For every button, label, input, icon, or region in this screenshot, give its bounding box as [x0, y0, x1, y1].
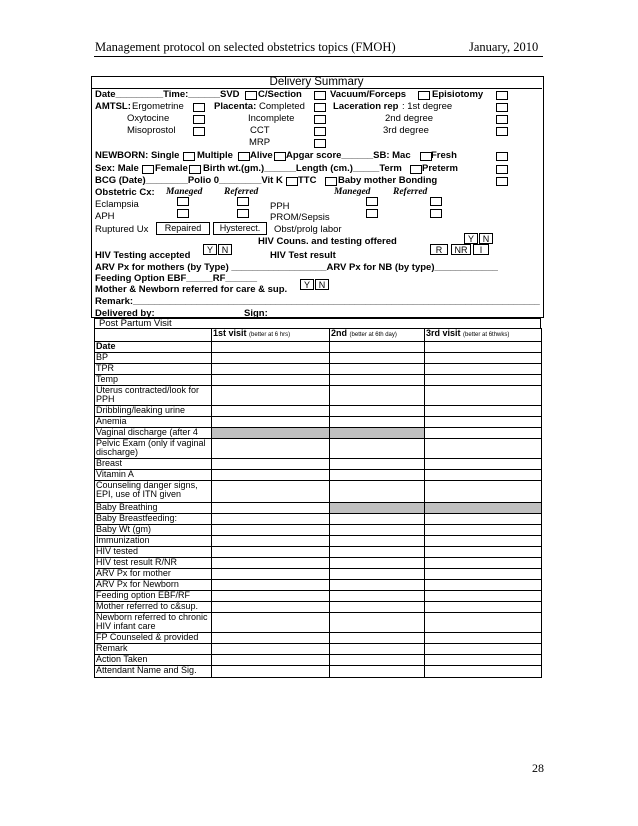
hiv-couns-no[interactable]: N — [479, 233, 493, 244]
visit-3-cell[interactable] — [425, 524, 542, 535]
episiotomy-label: Episiotomy — [432, 89, 484, 100]
visit-3-cell[interactable] — [425, 601, 542, 612]
visit-2-cell[interactable] — [330, 427, 425, 438]
visit-3-cell[interactable] — [425, 665, 542, 677]
table-row — [95, 502, 542, 513]
apgar-label: Apgar score______SB: Mac — [286, 150, 411, 161]
hiv-couns-yes[interactable]: Y — [464, 233, 478, 244]
bonding-checkbox[interactable] — [496, 177, 508, 186]
row-label: Action Taken — [95, 654, 212, 665]
row-label: Date — [95, 341, 212, 352]
row-label: Pelvic Exam (only if vaginal discharge) — [95, 438, 212, 458]
eclampsia-label: Eclampsia — [95, 199, 139, 210]
visit-3-cell[interactable] — [425, 374, 542, 385]
completed-label: Completed — [259, 101, 305, 112]
table-row — [95, 665, 542, 677]
oxytocine-label: Oxytocine — [127, 113, 170, 124]
table-row — [95, 612, 542, 632]
incomplete-label: Incomplete — [248, 113, 295, 124]
table-row — [95, 352, 542, 363]
aph-managed-checkbox[interactable] — [177, 209, 189, 218]
visit-1-cell[interactable] — [212, 590, 330, 601]
ergometrine-label: Ergometrine — [132, 101, 184, 112]
visit-3-cell[interactable] — [425, 480, 542, 502]
visit-2-cell[interactable] — [330, 352, 425, 363]
visit-1-cell[interactable] — [212, 374, 330, 385]
managed-header-right: Maneged — [334, 187, 371, 197]
visit-2-cell[interactable] — [330, 385, 425, 405]
row-label: Newborn referred to chronic HIV infant care — [95, 612, 212, 632]
misoprostol-checkbox[interactable] — [193, 127, 205, 136]
row-label: FP Counseled & provided — [95, 632, 212, 643]
visit-1-cell[interactable] — [212, 632, 330, 643]
visit-2-cell[interactable] — [330, 363, 425, 374]
visit-3-cell[interactable] — [425, 654, 542, 665]
male-checkbox[interactable] — [142, 165, 154, 174]
visit-2-cell[interactable] — [330, 632, 425, 643]
table-row — [95, 557, 542, 568]
term-checkbox[interactable] — [410, 165, 422, 174]
arv-px-line: ARV Px for mothers (by Type) __________________ARV Px for NB (by type)____________ — [95, 262, 498, 273]
visit-2-cell[interactable] — [330, 513, 425, 524]
table-row — [95, 601, 542, 612]
feeding-option-line: Feeding Option EBF_____RF______ — [95, 273, 258, 284]
visit-1-cell[interactable] — [212, 405, 330, 416]
prom-referred-checkbox[interactable] — [430, 209, 442, 218]
bcg-polio-vitk-label: BCG (Date)________Polio 0________Vit K — [95, 175, 283, 186]
visit-2-cell[interactable] — [330, 568, 425, 579]
visit-3-cell[interactable] — [425, 438, 542, 458]
remark-line: Remark:_____________________________________________________________________________ — [95, 296, 540, 307]
preterm-label: Preterm — [422, 163, 458, 174]
table-row — [95, 469, 542, 480]
header-rule — [94, 56, 543, 57]
mrp-checkbox[interactable] — [314, 139, 326, 148]
laceration-label: Laceration rep — [333, 101, 399, 112]
first-degree-checkbox[interactable] — [496, 103, 508, 112]
birth-weight-label: Birth wt.(gm.)______Length (cm.)_____Term — [203, 163, 402, 174]
visit-2-cell[interactable] — [330, 590, 425, 601]
table-row — [95, 405, 542, 416]
third-degree-label: 3rd degree — [383, 125, 429, 136]
visit-3-cell[interactable] — [425, 557, 542, 568]
visit-2-cell[interactable] — [330, 557, 425, 568]
visit-3-cell[interactable] — [425, 469, 542, 480]
csection-label: C/Section — [258, 89, 302, 100]
referred-header-left: Referred — [224, 187, 259, 197]
fresh-checkbox[interactable] — [496, 152, 508, 161]
table-row — [95, 513, 542, 524]
prom-managed-checkbox[interactable] — [366, 209, 378, 218]
visit-2-cell[interactable] — [330, 524, 425, 535]
obst-labor-label: Obst/prolg labor — [274, 224, 342, 235]
table-row — [95, 374, 542, 385]
visit-3-cell[interactable] — [425, 513, 542, 524]
visit-3-cell[interactable] — [425, 535, 542, 546]
visit-1-cell[interactable] — [212, 458, 330, 469]
table-row — [95, 579, 542, 590]
multiple-label: Multiple — [197, 150, 233, 161]
visit-2-cell[interactable] — [330, 546, 425, 557]
table-row — [95, 524, 542, 535]
row-label: Immunization — [95, 535, 212, 546]
visit-2-cell[interactable] — [330, 374, 425, 385]
second-degree-checkbox[interactable] — [496, 115, 508, 124]
csection-checkbox[interactable] — [314, 91, 326, 100]
table-row — [95, 341, 542, 352]
visit-1-cell[interactable] — [212, 427, 330, 438]
visit-1-header: 1st visit (better at 6 hrs) — [212, 329, 330, 342]
visit-2-cell[interactable] — [330, 502, 425, 513]
visit-1-cell[interactable] — [212, 480, 330, 502]
fresh-label: Fresh — [431, 150, 457, 161]
ergometrine-checkbox[interactable] — [193, 103, 205, 112]
vacuum-checkbox[interactable] — [418, 91, 430, 100]
visit-3-cell[interactable] — [425, 416, 542, 427]
visit-1-cell[interactable] — [212, 385, 330, 405]
table-row — [95, 590, 542, 601]
table-row — [95, 427, 542, 438]
visit-1-cell[interactable] — [212, 363, 330, 374]
table-row — [95, 643, 542, 654]
row-label: HIV test result R/NR — [95, 557, 212, 568]
visit-2-cell[interactable] — [330, 654, 425, 665]
visit-1-cell[interactable] — [212, 513, 330, 524]
visit-1-cell[interactable] — [212, 524, 330, 535]
completed-checkbox[interactable] — [314, 103, 326, 112]
referred-header-right: Referred — [393, 187, 428, 197]
row-label: Uterus contracted/look for PPH — [95, 385, 212, 405]
visit-3-cell[interactable] — [425, 352, 542, 363]
sex-male-label: Sex: Male — [95, 163, 139, 174]
visit-1-cell[interactable] — [212, 568, 330, 579]
hiv-accepted-yes[interactable]: Y — [203, 244, 217, 255]
visit-2-cell[interactable] — [330, 612, 425, 632]
prom-sepsis-label: PROM/Sepsis — [270, 212, 330, 223]
visit-3-cell[interactable] — [425, 632, 542, 643]
visit-2-header: 2nd (better at 6th day) — [330, 329, 425, 342]
pph-referred-checkbox[interactable] — [430, 197, 442, 206]
visit-2-cell[interactable] — [330, 469, 425, 480]
visit-3-cell[interactable] — [425, 612, 542, 632]
row-label: ARV Px for mother — [95, 568, 212, 579]
mother-referred-yes[interactable]: Y — [300, 279, 314, 290]
hiv-result-nr[interactable]: NR — [451, 244, 471, 255]
newborn-single-label: NEWBORN: Single — [95, 150, 180, 161]
vitk-checkbox[interactable] — [286, 177, 298, 186]
alive-label: Alive — [250, 150, 273, 161]
visit-1-cell[interactable] — [212, 557, 330, 568]
amtsl-label: AMTSL: — [95, 101, 131, 112]
misoprostol-label: Misoprostol — [127, 125, 176, 136]
episiotomy-checkbox[interactable] — [496, 91, 508, 100]
table-row — [95, 568, 542, 579]
vacuum-label: Vacuum/Forceps — [330, 89, 407, 100]
eclampsia-managed-checkbox[interactable] — [177, 197, 189, 206]
row-label: Anemia — [95, 416, 212, 427]
postpartum-title: Post Partum Visit — [94, 318, 541, 328]
aph-referred-checkbox[interactable] — [237, 209, 249, 218]
single-checkbox[interactable] — [183, 152, 195, 161]
pph-managed-checkbox[interactable] — [366, 197, 378, 206]
alive-checkbox[interactable] — [274, 152, 286, 161]
hysterectomy-box[interactable]: Hysterect. — [213, 222, 267, 235]
document-title: Management protocol on selected obstetrics topics (FMOH) — [95, 40, 396, 54]
row-label: Temp — [95, 374, 212, 385]
preterm-checkbox[interactable] — [496, 165, 508, 174]
oxytocine-checkbox[interactable] — [193, 115, 205, 124]
row-label: Dribbling/leaking urine — [95, 405, 212, 416]
row-label: Baby Breastfeeding: — [95, 513, 212, 524]
visit-1-cell[interactable] — [212, 469, 330, 480]
table-row — [95, 632, 542, 643]
row-label: Mother referred to c&sup. — [95, 601, 212, 612]
visit-1-cell[interactable] — [212, 416, 330, 427]
visit-1-cell[interactable] — [212, 341, 330, 352]
visit-3-cell[interactable] — [425, 363, 542, 374]
hiv-accepted-no[interactable]: N — [218, 244, 232, 255]
row-label: Counseling danger signs, EPI, use of ITN given — [95, 480, 212, 502]
visit-1-cell[interactable] — [212, 438, 330, 458]
third-degree-checkbox[interactable] — [496, 127, 508, 136]
visit-1-cell[interactable] — [212, 665, 330, 677]
mother-referred-label: Mother & Newborn referred for care & sup. — [95, 284, 288, 295]
incomplete-checkbox[interactable] — [314, 115, 326, 124]
row-label: Breast — [95, 458, 212, 469]
mrp-label: MRP — [249, 137, 271, 148]
repaired-box[interactable]: Repaired — [156, 222, 210, 235]
visit-2-cell[interactable] — [330, 458, 425, 469]
managed-header-left: Maneged — [166, 187, 203, 197]
visit-2-cell[interactable] — [330, 341, 425, 352]
visit-2-cell[interactable] — [330, 416, 425, 427]
table-row — [95, 654, 542, 665]
row-label: ARV Px for Newborn — [95, 579, 212, 590]
table-row — [95, 416, 542, 427]
postpartum-table — [94, 328, 542, 678]
table-row — [95, 458, 542, 469]
visit-3-cell[interactable] — [425, 458, 542, 469]
cct-checkbox[interactable] — [314, 127, 326, 136]
table-row — [95, 480, 542, 502]
delivered-by-label: Delivered by: — [95, 308, 155, 319]
pph-label: PPH — [270, 201, 290, 212]
header-blank — [95, 329, 212, 342]
row-label: Feeding option EBF/RF — [95, 590, 212, 601]
hiv-result-r[interactable]: R — [430, 244, 448, 255]
visit-2-cell[interactable] — [330, 579, 425, 590]
ruptured-ux-label: Ruptured Ux — [95, 224, 149, 235]
row-label: Attendant Name and Sig. — [95, 665, 212, 677]
cct-label: CCT — [250, 125, 270, 136]
row-label: Remark — [95, 643, 212, 654]
row-label: Vaginal discharge (after 4 — [95, 427, 212, 438]
visit-3-cell[interactable] — [425, 568, 542, 579]
sign-label: Sign: — [244, 308, 268, 319]
obstetric-cx-label: Obstetric Cx: — [95, 187, 155, 198]
second-degree-label: 2nd degree — [385, 113, 434, 124]
row-label: HIV tested — [95, 546, 212, 557]
visit-1-cell[interactable] — [212, 601, 330, 612]
table-row — [95, 535, 542, 546]
visit-1-cell[interactable] — [212, 579, 330, 590]
visit-2-cell[interactable] — [330, 601, 425, 612]
visit-3-cell[interactable] — [425, 385, 542, 405]
multiple-checkbox[interactable] — [238, 152, 250, 161]
delivery-summary-title: Delivery Summary — [91, 76, 542, 89]
visit-3-cell[interactable] — [425, 405, 542, 416]
hiv-result-i[interactable]: I — [473, 244, 489, 255]
row-label: TPR — [95, 363, 212, 374]
ttc-checkbox[interactable] — [325, 177, 337, 186]
hiv-result-label: HIV Test result — [270, 250, 336, 261]
visit-2-cell[interactable] — [330, 480, 425, 502]
female-label: Female — [155, 163, 188, 174]
table-row — [95, 438, 542, 458]
visit-2-cell[interactable] — [330, 405, 425, 416]
visit-3-cell[interactable] — [425, 502, 542, 513]
visit-1-cell[interactable] — [212, 546, 330, 557]
visit-3-cell[interactable] — [425, 590, 542, 601]
visit-3-cell[interactable] — [425, 427, 542, 438]
visit-1-cell[interactable] — [212, 535, 330, 546]
first-degree-label: : 1st degree — [402, 101, 453, 112]
visit-3-header: 3rd visit (better at 6thwks) — [425, 329, 542, 342]
table-row — [95, 546, 542, 557]
visit-1-cell[interactable] — [212, 612, 330, 632]
visit-1-cell[interactable] — [212, 502, 330, 513]
visit-3-cell[interactable] — [425, 546, 542, 557]
visit-3-cell[interactable] — [425, 579, 542, 590]
bonding-label: Baby mother Bonding — [338, 175, 438, 186]
visit-2-cell[interactable] — [330, 438, 425, 458]
row-label: Baby Wt (gm) — [95, 524, 212, 535]
ttc-label: TTC — [298, 175, 317, 186]
eclampsia-referred-checkbox[interactable] — [237, 197, 249, 206]
aph-label: APH — [95, 211, 115, 222]
table-row — [95, 363, 542, 374]
postpartum-header-row — [95, 329, 542, 342]
date-time-svd: Date_________Time:______SVD — [95, 89, 240, 100]
hiv-couns-label: HIV Couns. and testing offered — [258, 236, 397, 247]
row-label: Baby Breathing — [95, 502, 212, 513]
visit-2-cell[interactable] — [330, 535, 425, 546]
row-label: BP — [95, 352, 212, 363]
placenta-label: Placenta: — [214, 101, 257, 112]
visit-2-cell[interactable] — [330, 665, 425, 677]
visit-1-cell[interactable] — [212, 643, 330, 654]
visit-3-cell[interactable] — [425, 643, 542, 654]
document-date: January, 2010 — [469, 40, 539, 54]
table-row — [95, 385, 542, 405]
hiv-accepted-label: HIV Testing accepted — [95, 250, 191, 261]
page-number: 28 — [532, 761, 544, 775]
row-label: Vitamin A — [95, 469, 212, 480]
mother-referred-no[interactable]: N — [315, 279, 329, 290]
visit-1-cell[interactable] — [212, 654, 330, 665]
visit-2-cell[interactable] — [330, 643, 425, 654]
visit-1-cell[interactable] — [212, 352, 330, 363]
svd-checkbox[interactable] — [245, 91, 257, 100]
female-checkbox[interactable] — [189, 165, 201, 174]
visit-3-cell[interactable] — [425, 341, 542, 352]
